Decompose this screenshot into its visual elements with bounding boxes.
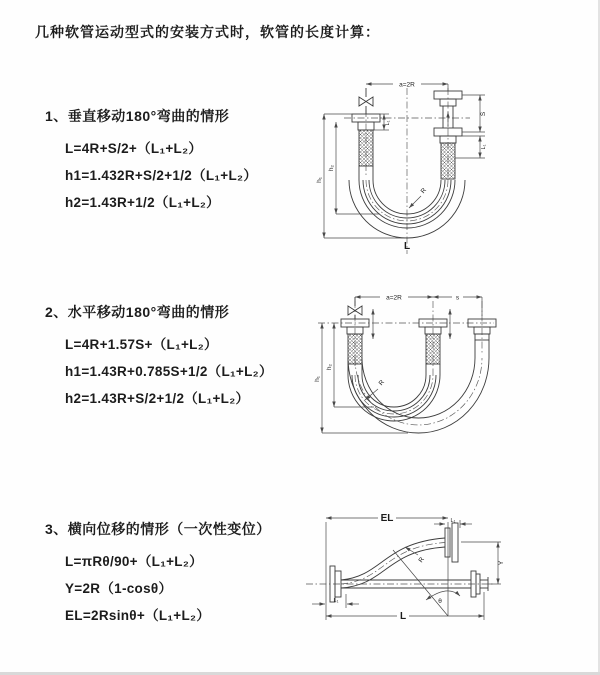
formula-h2: h2=1.43R+1/2（L₁+L₂） [65, 195, 220, 210]
section-vertical-180 [45, 106, 315, 216]
dim-label-theta: θ [438, 598, 442, 605]
dim-label-a2r: a=2R [386, 294, 402, 302]
formula-length: L=πRθ/90+（L₁+L₂） [65, 554, 203, 569]
section-1-heading: 1、垂直移动180°弯曲的情形 [45, 108, 230, 124]
formula-h1: h1=1.43R+0.785S+1/2（L₁+L₂） [65, 364, 273, 379]
section-1-formulas [45, 135, 315, 216]
dim-label-r: R [417, 556, 426, 565]
dim-label-h1: h₁ [316, 177, 323, 183]
dimension-s [462, 95, 487, 132]
section-3-heading: 3、横向位移的情形（一次性变位） [45, 521, 271, 537]
page-title: 几种软管运动型式的安装方式时，软管的长度计算： [35, 24, 380, 40]
section-2-heading: 2、水平移动180°弯曲的情形 [45, 304, 230, 320]
dimension-y [461, 542, 505, 584]
section-2-formulas [45, 331, 315, 412]
dim-label-l: L [399, 611, 407, 622]
dimension-l [326, 592, 484, 622]
centerlines [318, 301, 494, 378]
radius-callout [409, 187, 428, 208]
angle-theta [393, 550, 460, 616]
dim-label-h2: h₂ [326, 363, 333, 371]
dim-label-el: EL [380, 513, 394, 524]
diagram-horizontal-bend [308, 283, 598, 463]
dim-label-h2: h₂ [328, 164, 335, 172]
dim-label-s: S [480, 111, 487, 117]
dim-label-r: R [419, 186, 429, 196]
dimension-l1-right [455, 136, 487, 158]
dim-label-h1: h₁ [314, 376, 321, 382]
section-3-formulas [45, 548, 315, 629]
dim-label-r: R [377, 378, 387, 388]
dim-label-y: Y [498, 560, 505, 566]
formula-el: EL=2Rsinθ+（L₁+L₂） [65, 608, 211, 623]
hose-s-curve [341, 538, 445, 588]
dim-label-l: L [403, 241, 411, 252]
valve-icon [359, 88, 373, 114]
hose-u-moved [348, 340, 489, 433]
dimension-el [326, 511, 448, 620]
dimension-l1-bottom [312, 594, 359, 608]
dimension-a2r [355, 293, 433, 302]
formula-h1: h1=1.432R+S/2+1/2（L₁+L₂） [65, 168, 258, 183]
dim-label-s: s [455, 294, 460, 302]
formula-length: L=4R+1.57S+（L₁+L₂） [65, 337, 218, 352]
diagram-lateral-displacement [298, 498, 598, 673]
dim-label-l1-top: L₁ [450, 518, 456, 524]
dim-label-l1-left: L₁ [385, 120, 391, 126]
dimension-s [433, 293, 482, 316]
formula-y: Y=2R（1-cosθ） [65, 581, 173, 596]
dim-label-a2r: a=2R [399, 81, 415, 89]
section-horizontal-180 [45, 302, 315, 412]
middle-pipe [419, 319, 447, 364]
formula-length: L=4R+S/2+（L₁+L₂） [65, 141, 203, 156]
dim-label-l1-bottom: L₁ [333, 598, 339, 604]
dim-label-l1-right: L₁ [481, 144, 487, 150]
section-lateral-displacement [45, 519, 315, 629]
flange-top-right [445, 523, 458, 562]
diagram-vertical-bend [308, 68, 598, 258]
formula-h2: h2=1.43R+S/2+1/2（L₁+L₂） [65, 391, 250, 406]
left-pipe [341, 319, 369, 364]
